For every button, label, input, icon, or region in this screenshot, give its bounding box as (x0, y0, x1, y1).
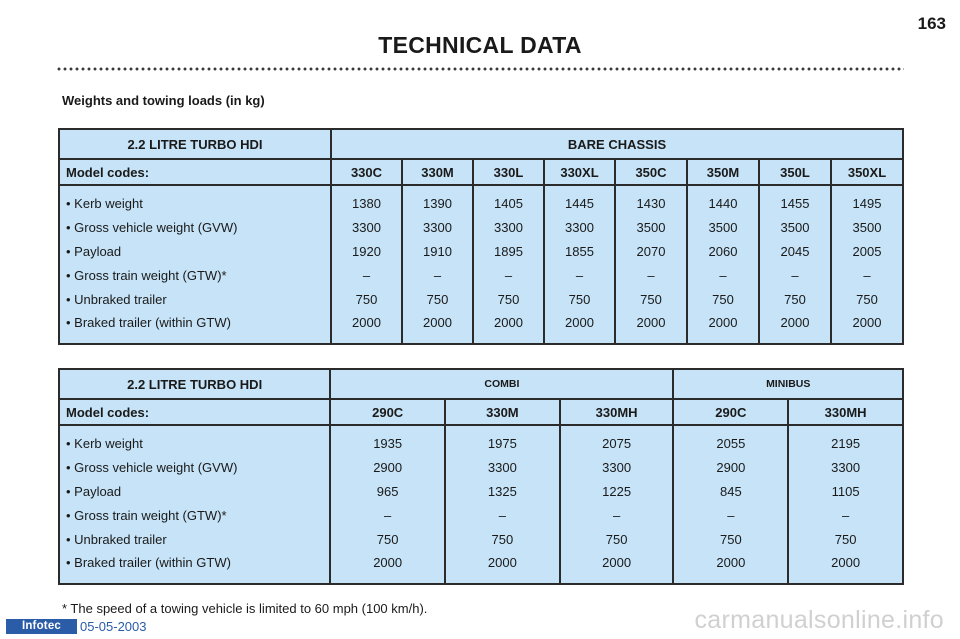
row-value: 1390 (402, 185, 473, 215)
row-value: 2005 (831, 239, 903, 263)
row-value: – (560, 503, 674, 527)
row-value: 965 (330, 479, 445, 503)
row-value: 845 (673, 479, 788, 503)
model-code: 350L (759, 159, 831, 185)
row-value: – (544, 263, 615, 287)
row-value: 750 (402, 287, 473, 311)
row-value: – (331, 263, 402, 287)
row-value: 2000 (560, 551, 674, 584)
row-value: 2000 (788, 551, 903, 584)
dotted-divider (56, 67, 904, 71)
engine-header: 2.2 LITRE TURBO HDI (59, 129, 331, 159)
row-value: 2000 (615, 311, 687, 344)
engine-header: 2.2 LITRE TURBO HDI (59, 369, 330, 399)
table-row (59, 527, 903, 551)
row-value: 3500 (759, 215, 831, 239)
row-value: 1430 (615, 185, 687, 215)
row-value: 3300 (473, 215, 544, 239)
row-value: 3500 (615, 215, 687, 239)
model-code: 330MH (788, 399, 903, 425)
print-date: 05-05-2003 (80, 619, 147, 634)
row-value: 1495 (831, 185, 903, 215)
row-value: 750 (331, 287, 402, 311)
group-header-bare-chassis: BARE CHASSIS (331, 129, 903, 159)
group-header-minibus: MINIBUS (673, 369, 903, 399)
model-codes-row (59, 399, 903, 425)
model-code: 350C (615, 159, 687, 185)
row-value: 1455 (759, 185, 831, 215)
row-value: 1405 (473, 185, 544, 215)
row-value: 1855 (544, 239, 615, 263)
row-value: 750 (831, 287, 903, 311)
row-value: 750 (673, 527, 788, 551)
bare-chassis-table (58, 128, 904, 345)
model-code: 350XL (831, 159, 903, 185)
row-value: 2060 (687, 239, 759, 263)
model-codes-label: Model codes: (59, 399, 330, 425)
row-label: • Payload (66, 483, 122, 499)
infotec-logo: Infotec (6, 619, 77, 634)
row-value: 1895 (473, 239, 544, 263)
row-value: 2900 (673, 455, 788, 479)
row-label: • Gross train weight (GTW)* (66, 267, 227, 283)
row-value: – (687, 263, 759, 287)
row-value: 750 (544, 287, 615, 311)
row-value: 2075 (560, 425, 674, 455)
row-value: – (759, 263, 831, 287)
row-value: 3300 (445, 455, 560, 479)
row-value: 3500 (831, 215, 903, 239)
row-value: 1225 (560, 479, 674, 503)
row-label: • Gross vehicle weight (GVW) (66, 219, 238, 235)
model-code: 330XL (544, 159, 615, 185)
combi-minibus-table (58, 368, 904, 585)
model-code: 330C (331, 159, 402, 185)
row-value: 750 (473, 287, 544, 311)
table-row (59, 287, 903, 311)
row-value: 2000 (331, 311, 402, 344)
row-value: 1105 (788, 479, 903, 503)
table-row (59, 479, 903, 503)
row-value: – (402, 263, 473, 287)
model-code: 290C (673, 399, 788, 425)
row-label: • Unbraked trailer (66, 291, 167, 307)
row-value: 2000 (473, 311, 544, 344)
row-value: 2000 (402, 311, 473, 344)
model-code: 330MH (560, 399, 674, 425)
row-value: 2000 (445, 551, 560, 584)
row-label: • Braked trailer (within GTW) (66, 554, 231, 570)
model-code: 350M (687, 159, 759, 185)
row-value: – (615, 263, 687, 287)
group-header-combi: COMBI (330, 369, 673, 399)
row-value: 2900 (330, 455, 445, 479)
row-label: • Gross vehicle weight (GVW) (66, 459, 238, 475)
model-codes-row (59, 159, 903, 185)
row-value: 2045 (759, 239, 831, 263)
row-label: • Payload (66, 243, 122, 259)
row-value: 750 (560, 527, 674, 551)
row-value: 2000 (687, 311, 759, 344)
row-label: • Kerb weight (66, 436, 143, 451)
row-value: 3300 (402, 215, 473, 239)
row-value: 750 (687, 287, 759, 311)
row-value: 1445 (544, 185, 615, 215)
row-label: • Unbraked trailer (66, 531, 167, 547)
table-row (59, 263, 903, 287)
row-value: 1975 (445, 425, 560, 455)
row-value: 1920 (331, 239, 402, 263)
row-value: 750 (330, 527, 445, 551)
row-value: 2000 (544, 311, 615, 344)
model-code: 290C (330, 399, 445, 425)
row-value: 1380 (331, 185, 402, 215)
model-code: 330M (402, 159, 473, 185)
row-value: 3300 (331, 215, 402, 239)
row-label: • Gross train weight (GTW)* (66, 507, 227, 523)
row-value: 750 (759, 287, 831, 311)
row-value: 750 (788, 527, 903, 551)
model-codes-label: Model codes: (59, 159, 331, 185)
page-title: TECHNICAL DATA (378, 32, 582, 58)
table-row (59, 185, 903, 215)
row-value: 3300 (560, 455, 674, 479)
table-row (59, 215, 903, 239)
row-value: 2195 (788, 425, 903, 455)
row-value: 2000 (831, 311, 903, 344)
row-value: – (673, 503, 788, 527)
row-value: 3300 (788, 455, 903, 479)
row-value: 1935 (330, 425, 445, 455)
row-value: 2000 (330, 551, 445, 584)
model-code: 330L (473, 159, 544, 185)
section-heading: Weights and towing loads (in kg) (62, 93, 265, 108)
table-row (59, 455, 903, 479)
page-number: 163 (917, 14, 946, 33)
row-value: 1440 (687, 185, 759, 215)
row-value: 750 (615, 287, 687, 311)
row-value: – (473, 263, 544, 287)
row-value: – (330, 503, 445, 527)
row-value: 2055 (673, 425, 788, 455)
row-value: 2070 (615, 239, 687, 263)
row-value: 3300 (544, 215, 615, 239)
table-row (59, 503, 903, 527)
table-row (59, 311, 903, 344)
row-label: • Braked trailer (within GTW) (66, 314, 231, 330)
table-row (59, 239, 903, 263)
row-value: – (831, 263, 903, 287)
table-row (59, 551, 903, 584)
row-value: 1325 (445, 479, 560, 503)
row-value: 3500 (687, 215, 759, 239)
watermark: carmanualsonline.info (694, 606, 944, 634)
row-value: – (445, 503, 560, 527)
row-label: • Kerb weight (66, 196, 143, 211)
row-value: – (788, 503, 903, 527)
row-value: 2000 (759, 311, 831, 344)
row-value: 1910 (402, 239, 473, 263)
table-row (59, 425, 903, 455)
row-value: 2000 (673, 551, 788, 584)
row-value: 750 (445, 527, 560, 551)
footnote: * The speed of a towing vehicle is limited to 60 mph (100 km/h). (62, 601, 428, 616)
model-code: 330M (445, 399, 560, 425)
